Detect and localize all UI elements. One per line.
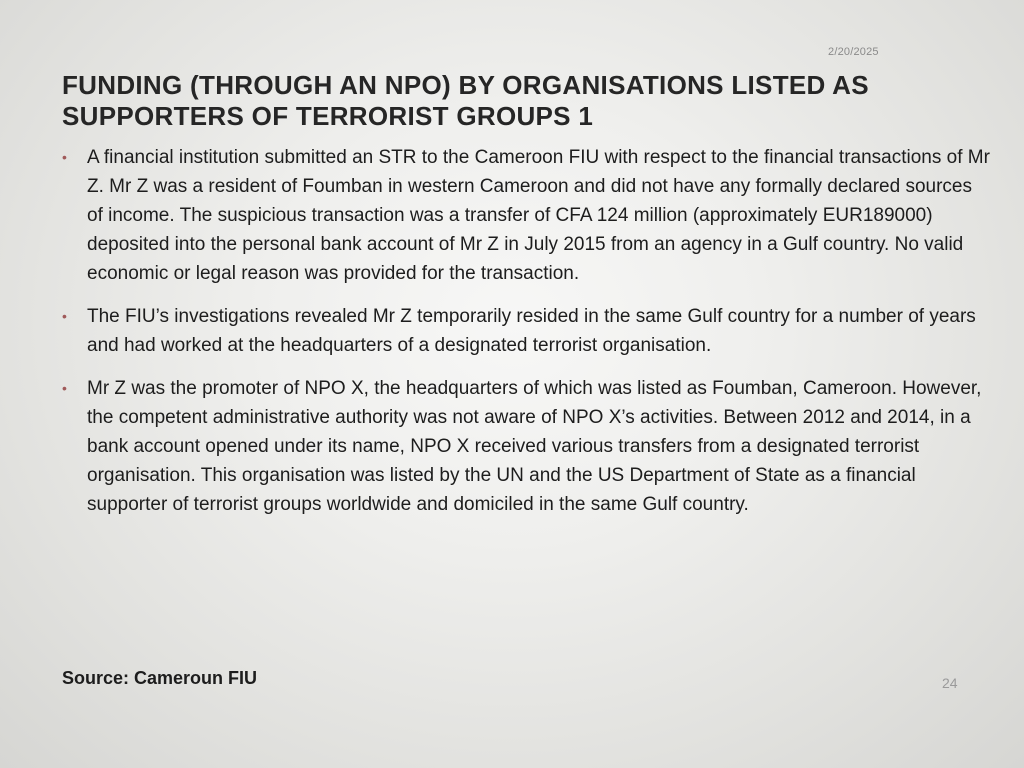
bullet-text: The FIU’s investigations revealed Mr Z temporarily resided in the same Gulf country for a number of years and had worked at the headquarters of a designated terrorist organisation.	[87, 306, 976, 356]
page-number: 24	[942, 675, 958, 691]
bullet-list	[62, 143, 992, 533]
bullet-item	[62, 143, 992, 288]
slide-date: 2/20/2025	[828, 46, 879, 58]
slide-title: FUNDING (THROUGH AN NPO) BY ORGANISATIONS LISTED AS SUPPORTERS OF TERRORIST GROUPS 1	[62, 70, 869, 131]
bullet-text: Mr Z was the promoter of NPO X, the headquarters of which was listed as Foumban, Cameroon. However, the competent administrative authority was not aware of NPO X’s activities. Between 2012 and 2014, in a bank account opened under its name, NPO X received various transfers from a designated terrorist organisation. This organisation was listed by the UN and the US Department of State as a financial supporter of terrorist groups worldwide and domiciled in the same Gulf country.	[87, 378, 982, 515]
source-note: Source: Cameroun FIU	[62, 668, 258, 688]
bullet-item	[62, 374, 992, 519]
bullet-icon: •	[62, 149, 67, 165]
bullet-icon: •	[62, 380, 67, 396]
bullet-icon: •	[62, 308, 67, 324]
bullet-text: A financial institution submitted an STR to the Cameroon FIU with respect to the financial transactions of Mr Z. Mr Z was a resident of Foumban in western Cameroon and did not have any formally declared sources of income. The suspicious transaction was a transfer of CFA 124 million (approximately EUR189000) deposited into the personal bank account of Mr Z in July 2015 from an agency in a Gulf country. No valid economic or legal reason was provided for the transaction.	[87, 147, 990, 284]
bullet-item	[62, 302, 992, 360]
